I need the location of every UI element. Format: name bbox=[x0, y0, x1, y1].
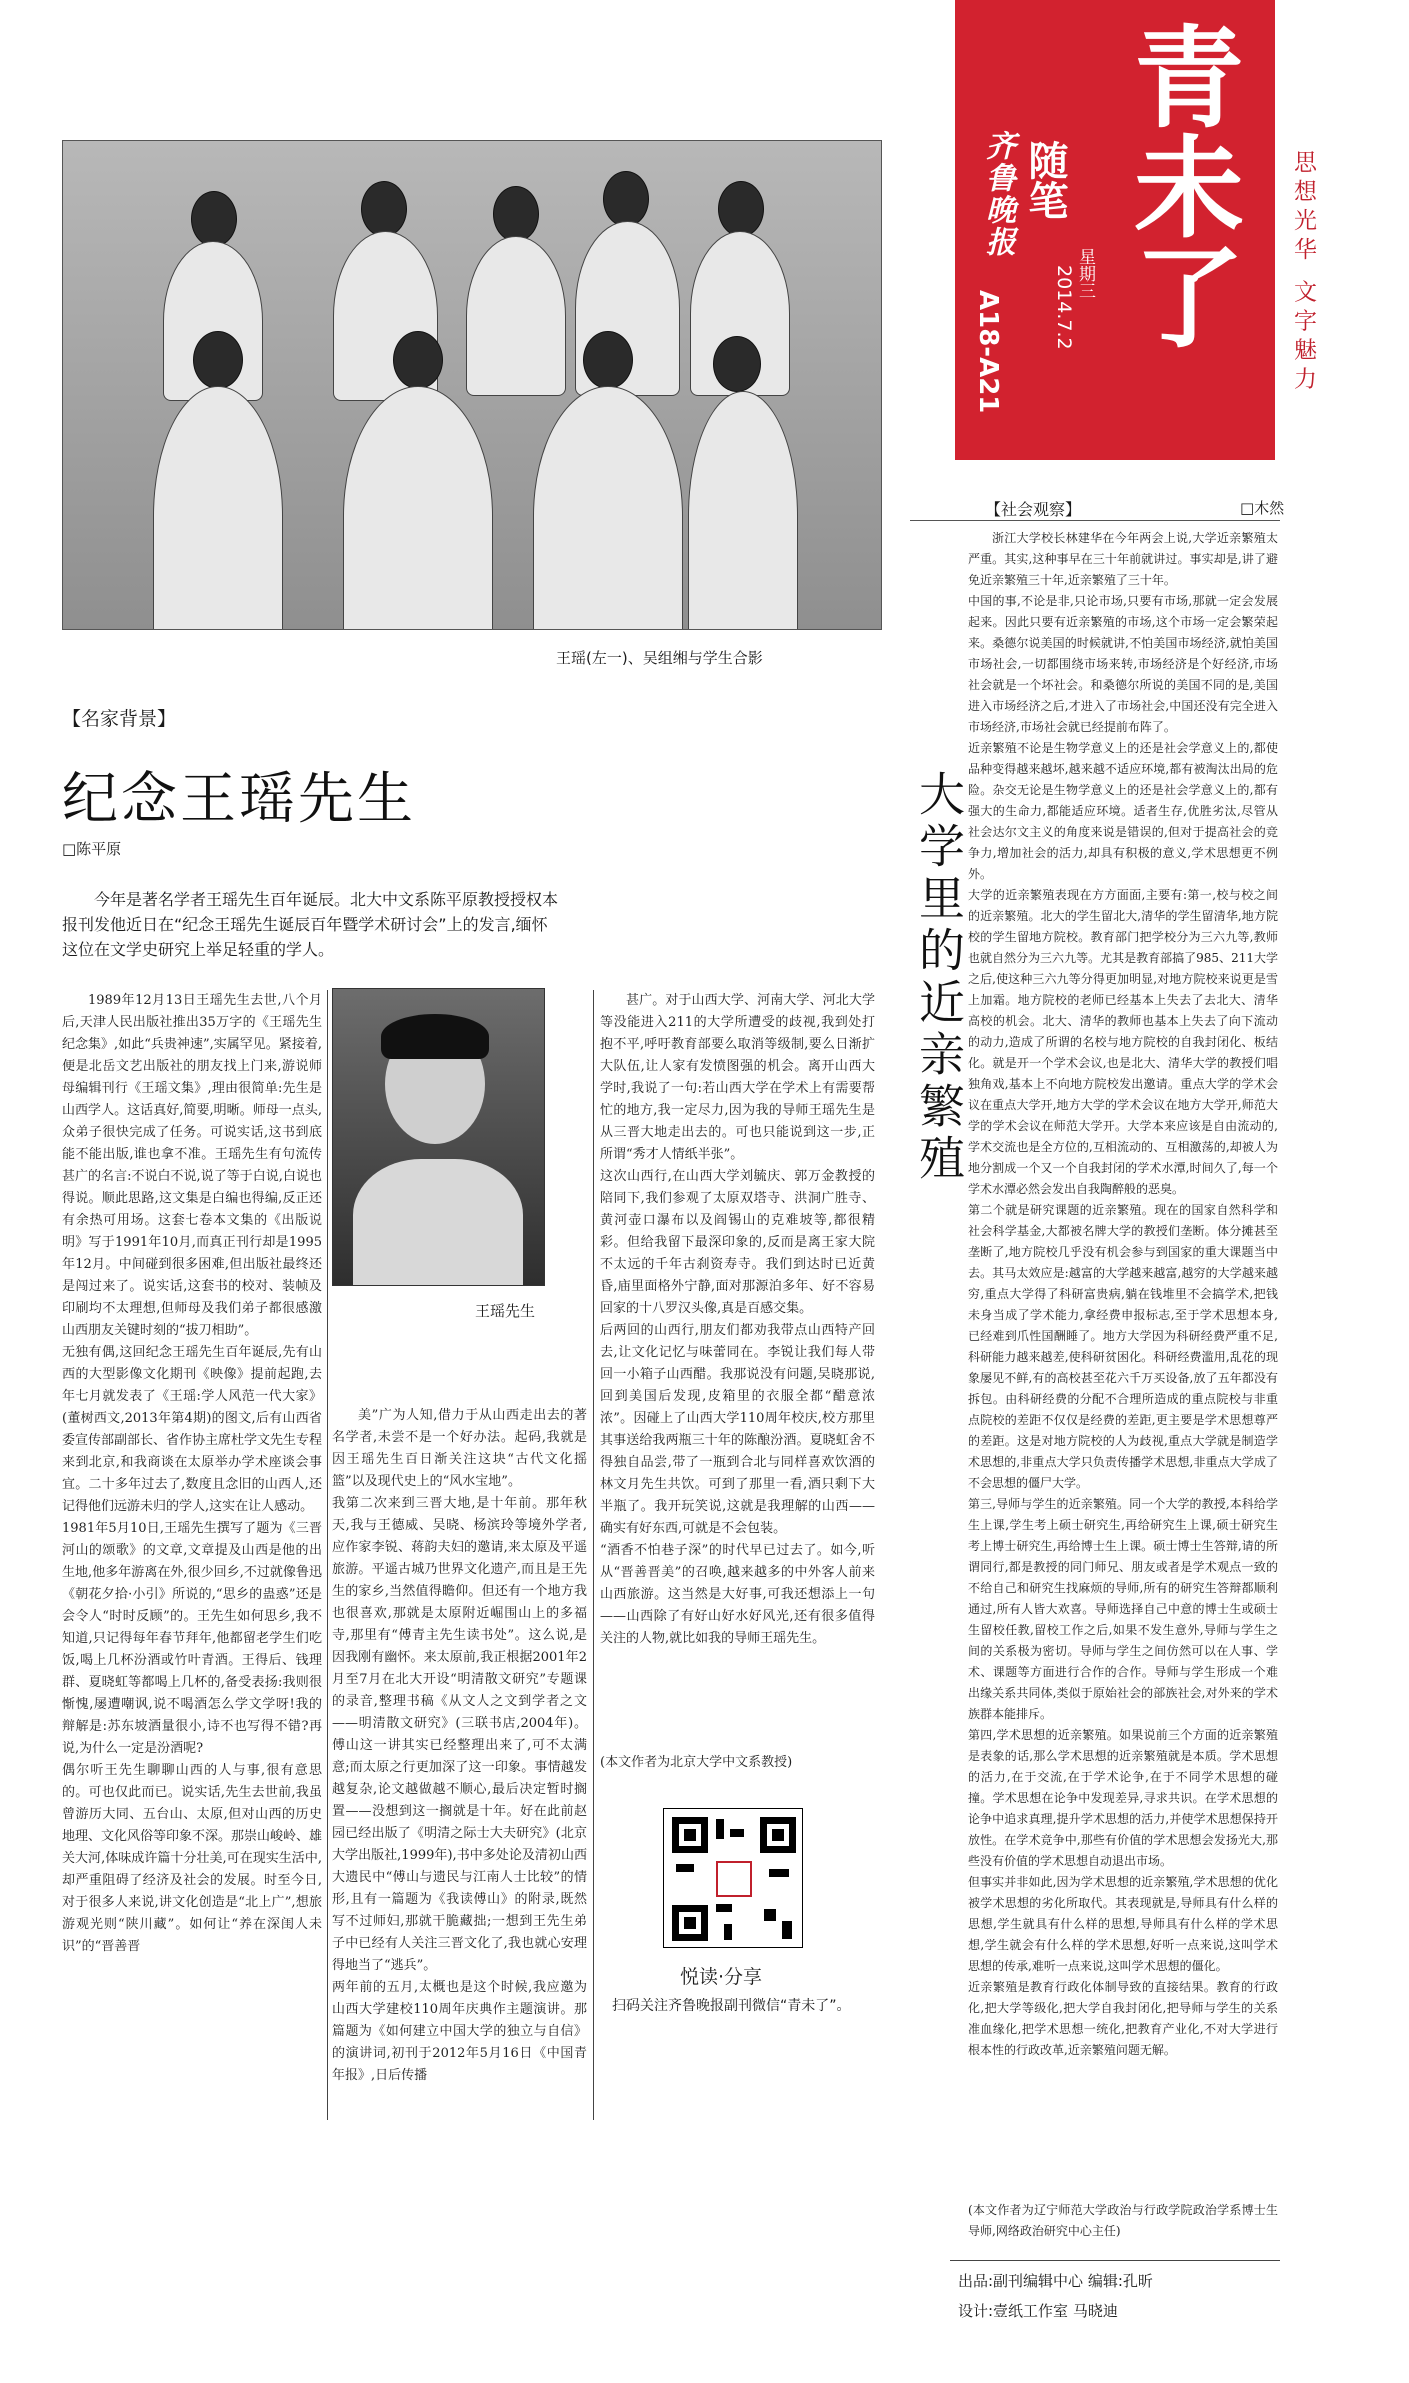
newspaper-logo: 齐鲁晚报 bbox=[980, 130, 1015, 258]
article1-column-3: 甚广。对于山西大学、河南大学、河北大学等没能进入211的大学所遭受的歧视,我到处打抱不平,呼吁教育部要么取消等级制,要么日渐扩大队伍,让人家有发愤图强的机会。离开山西大学时,我说了一句:若山西大学在学术上有需要帮忙的地方,我一定尽力,因为我的导师王瑶先生是从三晋大地走出去的。可也只能说到这一步,正所谓“秀才人情纸半张”。 这次山西行,在山西大学刘毓庆、郭万金教授的陪同下,我们参观了太原双塔寺、洪洞广胜寺、黄河壶口瀑布以及阎锡山的克难坡等,都很精彩。但给我留下最深印象的,反而是离王家大院不太远的千年古刹资寿寺。我们到达时已近黄昏,庙里面格外宁静,面对那源泊多年、好不容易回家的十八罗汉头像,真是百感交集。 后两回的山西行,朋友们都劝我带点山西特产回去,让文化记忆与味蕾同在。李锐让我们每人带回一小箱子山西醋。我那说没有问题,吴晓那说,回到美国后发现,皮箱里的衣服全都“醋意浓浓”。因碰上了山西大学110周年校庆,校方那里其事送给我两瓶三十年的陈酿汾酒。夏晓虹舍不得独自品尝,带了一瓶到合北与同样喜欢饮酒的林文月先生共饮。可到了那里一看,酒只剩下大半瓶了。我开玩笑说,这就是我理解的山西——确实有好东西,可就是不会包装。 “酒香不怕巷子深”的时代早已过去了。如今,听从“晋善晋美”的召唤,越来越多的中外客人前来山西旅游。这当然是大好事,可我还想添上一句——山西除了有好山好水好风光,还有很多值得关注的人物,就比如我的导师王瑶先生。 bbox=[600, 993, 875, 1646]
portrait-caption: 王瑶先生 bbox=[475, 1302, 536, 1320]
footer-credit-1: 出品:副刊编辑中心 编辑:孔昕 bbox=[958, 2272, 1153, 2290]
column-divider bbox=[593, 990, 594, 2120]
article2-author: □木然 bbox=[1240, 499, 1285, 517]
column-divider bbox=[327, 990, 328, 2120]
photo-caption: 王瑶(左一)、吴组缃与学生合影 bbox=[556, 649, 763, 667]
masthead-block bbox=[955, 0, 1275, 460]
article2-author-note: (本文作者为辽宁师范大学政治与行政学院政治学系博士生导师,网络政治研究中心主任) bbox=[968, 2200, 1278, 2244]
article2-body: 浙江大学校长林建华在今年两会上说,大学近亲繁殖太严重。其实,这种事早在三十年前就讲过。事实却是,讲了避免近亲繁殖三十年,近亲繁殖了三十年。 中国的事,不论是非,只论市场,只要有市场,那就一定会发展起来。因此只要有近亲繁殖的市场,这个市场一定会繁荣起来。桑德尔说美国的时候就讲,不怕美国市场经济,就怕美国市场社会,一切都围绕市场来转,市场经济是个好经济,市场社会就是一个坏社会。和桑德尔所说的美国不同的是,美国进入市场经济之后,才进入了市场社会,中国还没有完全进入市场经济,市场社会就已经提前布阵了。 近亲繁殖不论是生物学意义上的还是社会学意义上的,都使品种变得越来越坏,越来越不适应环境,都有被淘汰出局的危险。杂交无论是生物学意义上的还是社会学意义上的,都有强大的生命力,都能适应环境。适者生存,优胜劣汰,尽管从社会达尔文主义的角度来说是错误的,但对于提高社会的竞争力,增加社会的活力,却具有积极的意义,学术思想更不例外。 大学的近亲繁殖表现在方方面面,主要有:第一,校与校之间的近亲繁殖。北大的学生留北大,清华的学生留清华,地方院校的学生留地方院校。教育部门把学校分为三六九等,教师也就自然分为三六九等。尤其是教育部搞了985、211大学之后,使这种三六九等分得更加明显,对地方院校来说更是雪上加霜。地方院校的老师已经基本上失去了去北大、清华高校的机会。北大、清华的教师也基本上失去了向下流动的动力,造成了所谓的名校与地方院校的自我封闭化、板结化。就是开一个学术会议,也是北大、清华大学的教授们唱独角戏,基本上不向地方院校发出邀请。重点大学的学术会议在重点大学开,地方大学的学术会议在地方大学开,师范大学的学术会议在师范大学开。大学本来应该是自由流动的,学术交流也是全方位的,互相流动的、互相激荡的,却被人为地分割成一个又一个自我封闭的学术水潭,时间久了,每一个学术水潭必然会发出自我陶醉般的恶臭。 第二个就是研究课题的近亲繁殖。现在的国家自然科学和社会科学基金,大都被名牌大学的教授们垄断。体分摊甚至垄断了,地方院校几乎没有机会参与到国家的重大课题当中去。其马太效应是:越富的大学越来越富,越穷的大学越来越穷,重点大学得了科研富贵病,躺在钱堆里不会搞学术,把钱未身当成了学术能力,拿经费申报标志,至于学术思想本身,已经难到爪性国酬睡了。地方大学因为科研经费严重不足,科研能力越来越差,使科研贫困化。科研经费滥用,乱花的现象屡见不鲜,有的高校甚至花六千万买设备,放了五年都没有拆包。由科研经费的分配不合理所造成的重点院校与非重点院校的差距不仅仅是经费的差距,更主要是学术思想尊严的差距。这是对地方院校的人为歧视,重点大学就是制造学术思想的,非重点大学只负责传播学术思想,非重点大学成了不会思想的僵尸大学。 第三,导师与学生的近亲繁殖。同一个大学的教授,本科给学生上课,学生考上硕士研究生,再给研究生上课,硕士研究生考上博士研究生,再给博士生上课。硕士博士生答辩,请的所谓同行,都是教授的同门师兄、朋友或者是学术观点一致的不给自己和研究生找麻烦的导师,所有的研究生答辩都顺利通过,所有人皆大欢喜。导师选择自己中意的博士生或硕士生留校任教,留校工作之后,如果不发生意外,导师与学生之间的关系极为密切。导师与学生之间仿然可以在人事、学术、课题等方面进行合作的合作。导师与学生形成一个难出缘关系共同体,类似于原始社会的部族社会,对外来的学术族群本能排斥。 第四,学术思想的近亲繁殖。如果说前三个方面的近亲繁殖是表象的话,那么学术思想的近亲繁殖就是本质。学术思想的活力,在于交流,在于学术论争,在于不同学术思想的碰撞。学术思想在论争中发现差异,寻求共识。在学术思想的论争中追求真理,提升学术思想的活力,并使学术思想保持开放性。在学术竞争中,那些有价值的学术思想会发扬光大,那些没有价值的学术思想自动退出市场。 但事实并非如此,因为学术思想的近亲繁殖,学术思想的优化被学术思想的劣化所取代。其表现就是,导师具有什么样的思想,学生就具有什么样的思想,导师具有什么样的学术思想,学生就会有什么样的学术思想,好听一点来说,这叫学术思想的传承,难听一点来说,这叫学术思想的僵化。 近亲繁殖是教育行政化体制导致的直接结果。教育的行政化,把大学等级化,把大学自我封闭化,把导师与学生的关系准血缘化,把学术思想一统化,把教育产业化,不对大学进行根本性的行政改革,近亲繁殖问题无解。 bbox=[968, 531, 1278, 2057]
qr-title: 悦读·分享 bbox=[680, 1966, 763, 1988]
article2-title: 大学里的近亲繁殖 bbox=[912, 770, 966, 1186]
article2-tag: 【社会观察】 bbox=[985, 500, 1082, 519]
section-name: 随笔 bbox=[1022, 140, 1068, 220]
masthead-big-title: 青未了 bbox=[1116, 20, 1244, 350]
footer-credit-2: 设计:壹纸工作室 马晓迪 bbox=[958, 2302, 1118, 2320]
article1-column-1: 1989年12月13日王瑶先生去世,八个月后,天津人民出版社推出35万字的《王瑶先生纪念集》,如此“兵贵神速”,实属罕见。紧接着,便是北岳文艺出版社的朋友找上门来,游说师母编辑刊行《王瑶文集》,理由很简单:先生是山西学人。这话真好,简要,明晰。师母一点头,众弟子很快完成了任务。可说实话,这书到底能不能出版,谁也拿不准。王瑶先生有句流传甚广的名言:不说白不说,说了等于白说,白说也得说。顺此思路,这文集是白编也得编,反正还有余热可用场。这套七卷本文集的《出版说明》写于1991年10月,而真正刊行却是1995年12月。中间碰到很多困难,但出版社最终还是闯过来了。说实话,这套书的校对、装帧及印刷均不太理想,但师母及我们弟子都很感激山西朋友关键时刻的“拔刀相助”。 无独有偶,这回纪念王瑶先生百年诞辰,先有山西的大型影像文化期刊《映像》提前起跑,去年七月就发表了《王瑶:学人风范一代大家》(董树西文,2013年第4期)的图文,后有山西省委宣传部副部长、省作协主席杜学文先生专程来到北京,和我商谈在太原举办学术座谈会事宜。二十多年过去了,数度且念旧的山西人,还记得他们远游未归的学人,这实在让人感动。 1981年5月10日,王瑶先生撰写了题为《三晋河山的颂歌》的文章,文章提及山西是他的出生地,他多年游离在外,很少回乡,不过就像鲁迅《朝花夕拾·小引》所说的,“思乡的蛊惑”还是会令人“时时反顾”的。王先生如何思乡,我不知道,只记得每年春节拜年,他都留老学生们吃饭,喝上几杯汾酒或竹叶青酒。王得后、钱理群、夏晓虹等都喝上几杯的,备受表扬:我则很惭愧,屡遭嘲讽,说不喝酒怎么学文学呀!我的辩解是:苏东坡酒量很小,诗不也写得不错?再说,为什么一定是汾酒呢? 偶尔听王先生聊聊山西的人与事,很有意思的。可也仅此而已。说实话,先生去世前,我虽曾游历大同、五台山、太原,但对山西的历史地理、文化风俗等印象不深。那崇山峻岭、雄关大河,体味成许篇十分壮美,可在现实生活中,却严重阻碍了经济及社会的发展。时至今日,对于很多人来说,讲文化创造是“北上广”,想旅游观光则“陕川藏”。如何让“养在深闺人未识”的“晋善晋 bbox=[62, 993, 322, 1954]
weekday: 星期三 bbox=[1075, 248, 1095, 299]
article1-lead: 今年是著名学者王瑶先生百年诞辰。北大中文系陈平原教授授权本报刊发他近日在“纪念王瑶先生诞辰百年暨学术研讨会”上的发言,缅怀这位在文学史研究上举足轻重的学人。 bbox=[62, 890, 559, 959]
wang-yao-portrait bbox=[332, 988, 545, 1286]
article1-author-note: (本文作者为北京大学中文系教授) bbox=[600, 1755, 793, 1770]
footer-rule bbox=[950, 2260, 1280, 2261]
page-range: A18-A21 bbox=[973, 290, 1003, 414]
article1-author: □陈平原 bbox=[62, 840, 122, 858]
article1-tag: 【名家背景】 bbox=[62, 708, 177, 730]
article1-column-2: 美”广为人知,借力于从山西走出去的著名学者,未尝不是一个好办法。起码,我就是因王瑶先生百日渐关注这块“古代文化摇篮”以及现代史上的“风水宝地”。 我第二次来到三晋大地,是十年前。那年秋天,我与王德威、吴晓、杨滨玲等境外学者,应作家李锐、蒋韵夫妇的邀请,来太原及平遥旅游。平遥古城乃世界文化遗产,而且是王先生的家乡,当然值得瞻仰。但还有一个地方我也很喜欢,那就是太原附近崛围山上的多福寺,那里有“傅青主先生读书处”。这么说,是因我刚有幽怀。来太原前,我正根据2001年2月至7月在北大开设“明清散文研究”专题课的录音,整理书稿《从文人之文到学者之文——明清散文研究》(三联书店,2004年)。傅山这一讲其实已经整理出来了,可不太满意;而太原之行更加深了这一印象。事情越发越复杂,论文越做越不顺心,最后决定暂时搁置——没想到这一搁就是十年。好在此前赵园已经出版了《明清之际士大夫研究》(北京大学出版社,1999年),书中多处论及清初山西大遗民中“傅山与遗民与江南人士比较”的情形,且有一篇题为《我读傅山》的附录,既然写不过师妇,那就干脆藏拙;一想到王先生弟子中已经有人关注三晋文化了,我也就心安理得地当了“逃兵”。 两年前的五月,太概也是这个时候,我应邀为山西大学建校110周年庆典作主题演讲。那篇题为《如何建立中国大学的独立与自信》的演讲词,初刊于2012年5月16日《中国青年报》,日后传播 bbox=[332, 1408, 587, 2083]
article2-rule bbox=[910, 520, 1280, 521]
qr-code[interactable] bbox=[663, 1808, 803, 1948]
masthead-slogan: 思想光华 文字魅力 bbox=[1290, 150, 1316, 396]
article1-title: 纪念王瑶先生 bbox=[62, 767, 416, 832]
issue-date: 2014.7.2 bbox=[1053, 265, 1075, 350]
qr-text: 扫码关注齐鲁晚报副刊微信“青未了”。 bbox=[612, 1998, 851, 2014]
group-photo bbox=[62, 140, 882, 630]
